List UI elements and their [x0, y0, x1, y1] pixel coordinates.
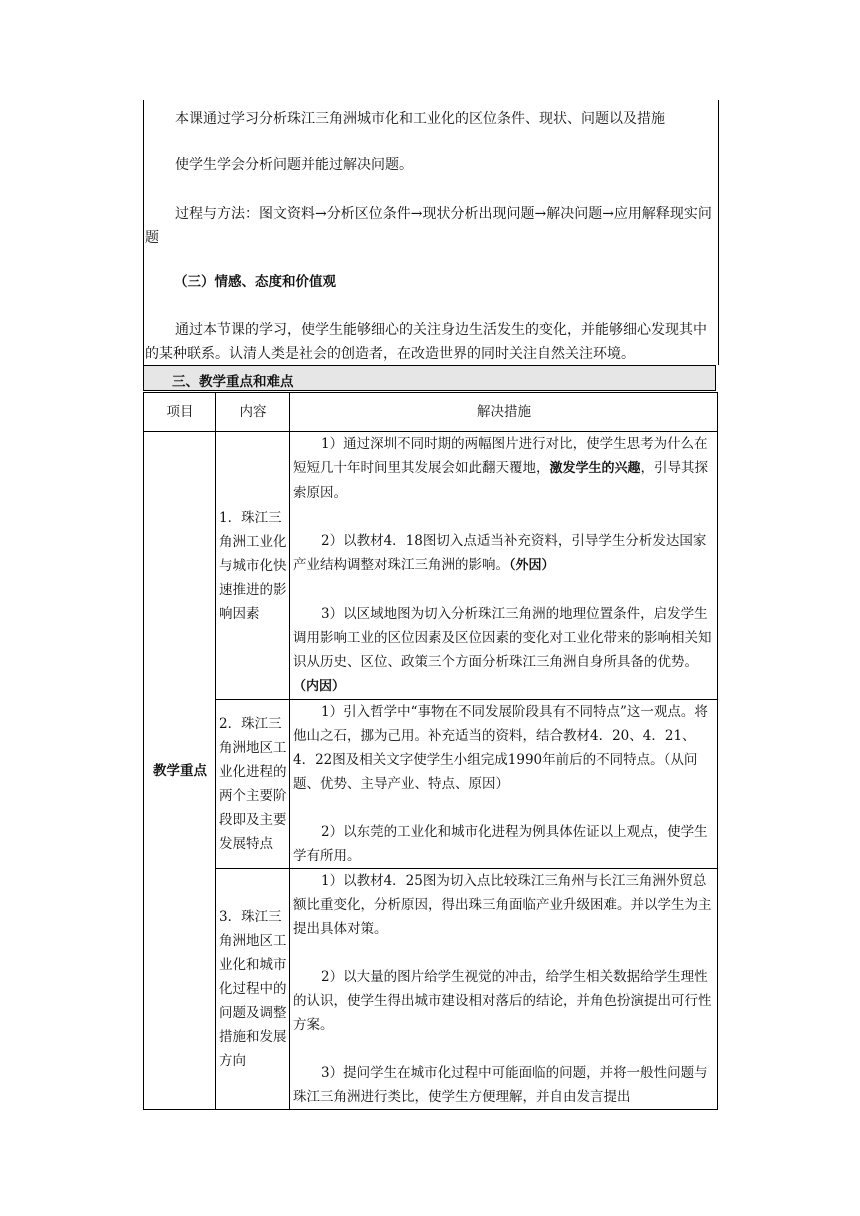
- header-item: 项目: [144, 393, 216, 432]
- emotion-paragraph: 通过本节课的学习，使学生能够细心的关注身边生活发生的变化，并能够细心发现其中的某种联系。认清人类是社会的创造者，在改造世界的同时关注自然关注环境。: [145, 322, 707, 362]
- table-header-row: [144, 393, 718, 432]
- measure-3-3: 3）提问学生在城市化过程中可能面临的问题，并将一般性问题与珠江三角洲进行类比，使学生方便理解，并自由发言提出: [293, 1065, 708, 1105]
- emotion-heading: （三）情感、态度和价值观: [174, 274, 336, 290]
- measures-cell-1: [290, 432, 718, 700]
- content-cell-1: 1．珠江三角洲工业化与城市化快速推进的影响因素: [216, 432, 290, 700]
- intro-paragraph-1: 本课通过学习分析珠江三角洲城市化和工业化的区位条件、现状、问题以及措施: [175, 111, 665, 127]
- table-row: [144, 432, 718, 700]
- content-cell-2: 2．珠江三角洲地区工业化进程的两个主要阶段即及主要发展特点: [216, 700, 290, 869]
- table-row: [144, 869, 718, 1110]
- section-header: [143, 365, 716, 391]
- content-cell-3: 3．珠江三角洲地区工业化和城市化过程中的问题及调整措施和发展方向: [216, 869, 290, 1110]
- measure-3-1: 1）以教材4．25图为切入点比较珠江三角州与长江三角洲外贸总额比重变化，分析原因，得出珠三角面临产业升级困难。并以学生为主提出具体对策。: [293, 873, 712, 937]
- objectives-continuation: [143, 100, 719, 365]
- measure-2-1: 1）引入哲学中“事物在不同发展阶段具有不同特点”这一观点。将他山之石，挪为己用。补充适当的资料，结合教材4．20、4．21、4．22图及相关文字使学生小组完成1990年前后的不同特点。（从问题、优势、主导产业、特点、原因）: [293, 704, 708, 792]
- key-points-table: [143, 392, 718, 1110]
- header-content: 内容: [216, 393, 290, 432]
- measures-cell-2: [290, 700, 718, 869]
- header-measures: 解决措施: [290, 393, 718, 432]
- process-method-paragraph: 过程与方法：图文资料→分析区位条件→现状分析出现问题→解决问题→应用解释现实问题: [145, 206, 712, 246]
- measure-2-2: 2）以东莞的工业化和城市化进程为例具体佐证以上观点，使学生学有所用。: [293, 824, 708, 864]
- measure-1-1: 1）通过深圳不同时期的两幅图片进行对比，使学生思考为什么在短短几十年时间里其发展会如此翻天覆地，激发学生的兴趣，引导其探索原因。: [293, 436, 709, 501]
- intro-paragraph-2: 使学生学会分析问题并能过解决问题。: [175, 157, 413, 173]
- section-title: 三、教学重点和难点: [172, 374, 294, 390]
- category-cell: 教学重点: [144, 432, 216, 1110]
- table-row: [144, 700, 718, 869]
- measure-1-3: 3）以区域地图为切入分析珠江三角洲的地理位置条件，启发学生调用影响工业的区位因素及区位因素的变化对工业化带来的影响相关知识从历史、区位、政策三个方面分析珠江三角洲自身所具备的优势。（内因）: [293, 606, 712, 694]
- measure-1-2: 2）以教材4．18图切入点适当补充资料，引导学生分析发达国家产业结构调整对珠江三角洲的影响。（外因）: [293, 533, 707, 573]
- measure-3-2: 2）以大量的图片给学生视觉的冲击，给学生相关数据给学生理性的认识，使学生得出城市建设相对落后的结论，并角色扮演提出可行性方案。: [293, 969, 712, 1033]
- measures-cell-3: [290, 869, 718, 1110]
